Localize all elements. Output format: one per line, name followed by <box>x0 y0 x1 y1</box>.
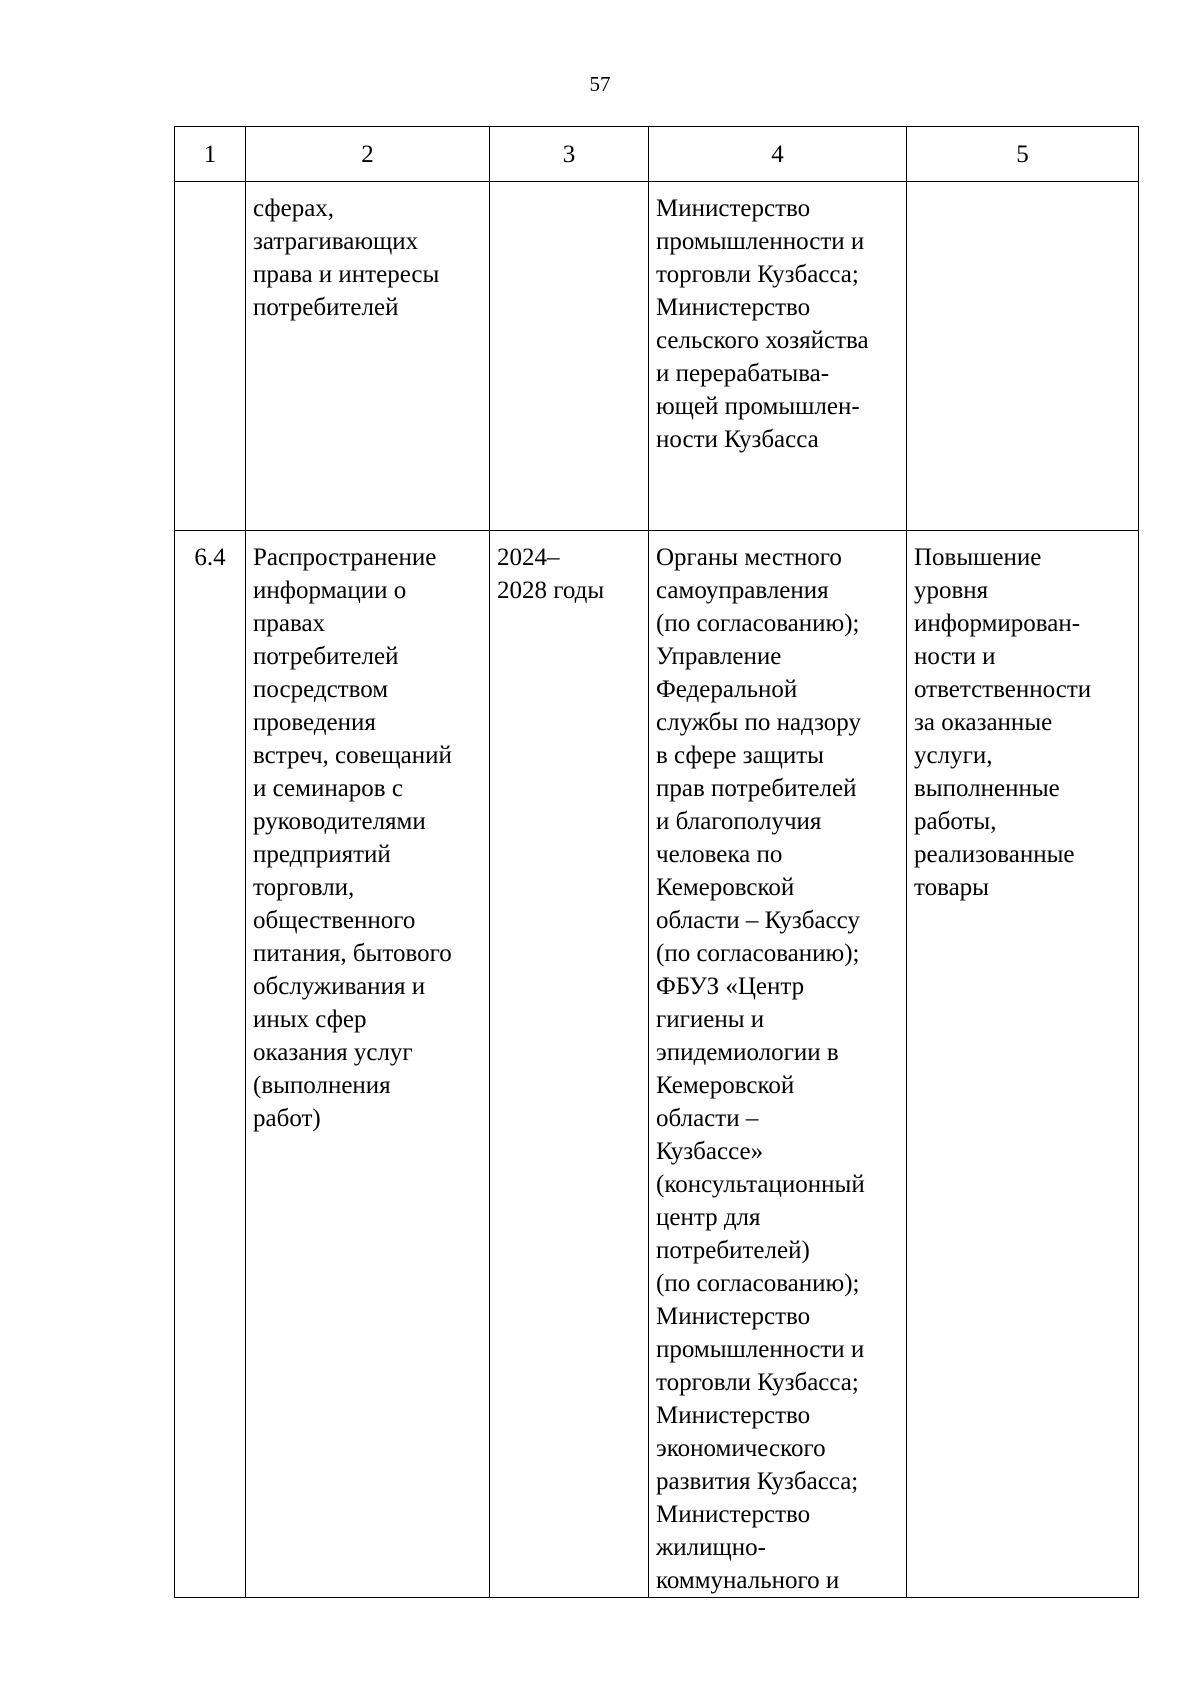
page-number: 57 <box>589 72 611 96</box>
measure-cell: Распространение информации о правах потребителей посредством проведения встреч, совещаний и семинаров с руководителями предприятий торговли, общественного питания, бытового обслуживания и иных сфер оказания услуг (выполнения работ) <box>246 531 490 1598</box>
table-row <box>175 531 1139 1598</box>
header-cell-1: 1 <box>175 127 246 182</box>
row-number-cell: 6.4 <box>175 531 246 1598</box>
table-header-row <box>175 127 1139 182</box>
header-cell-4: 4 <box>649 127 907 182</box>
period-cell: 2024– 2028 годы <box>490 531 649 1598</box>
result-cell: Повышение уровня информирован- ности и ответственности за оказанные услуги, выполненные работы, реализованные товары <box>907 531 1139 1598</box>
document-table <box>174 126 1139 1598</box>
measure-cell: сферах, затрагивающих права и интересы потребителей <box>246 182 490 531</box>
table-row <box>175 182 1139 531</box>
row-number-cell <box>175 182 246 531</box>
result-cell <box>907 182 1139 531</box>
header-cell-2: 2 <box>246 127 490 182</box>
executors-cell: Министерство промышленности и торговли Кузбасса; Министерство сельского хозяйства и перерабатыва- ющей промышлен- ности Кузбасса <box>649 182 907 531</box>
header-cell-3: 3 <box>490 127 649 182</box>
executors-cell: Органы местного самоуправления (по согласованию); Управление Федеральной службы по надзору в сфере защиты прав потребителей и благополучия человека по Кемеровской области – Кузбассу (по согласованию); ФБУЗ «Центр гигиены и эпидемиологии в Кемеровской области – Кузбассе» (консультационный центр для потребителей) (по согласованию); Министерство промышленности и торговли Кузбасса; Министерство экономического развития Кузбасса; Министерство жилищно- коммунального и <box>649 531 907 1598</box>
period-cell <box>490 182 649 531</box>
header-cell-5: 5 <box>907 127 1139 182</box>
